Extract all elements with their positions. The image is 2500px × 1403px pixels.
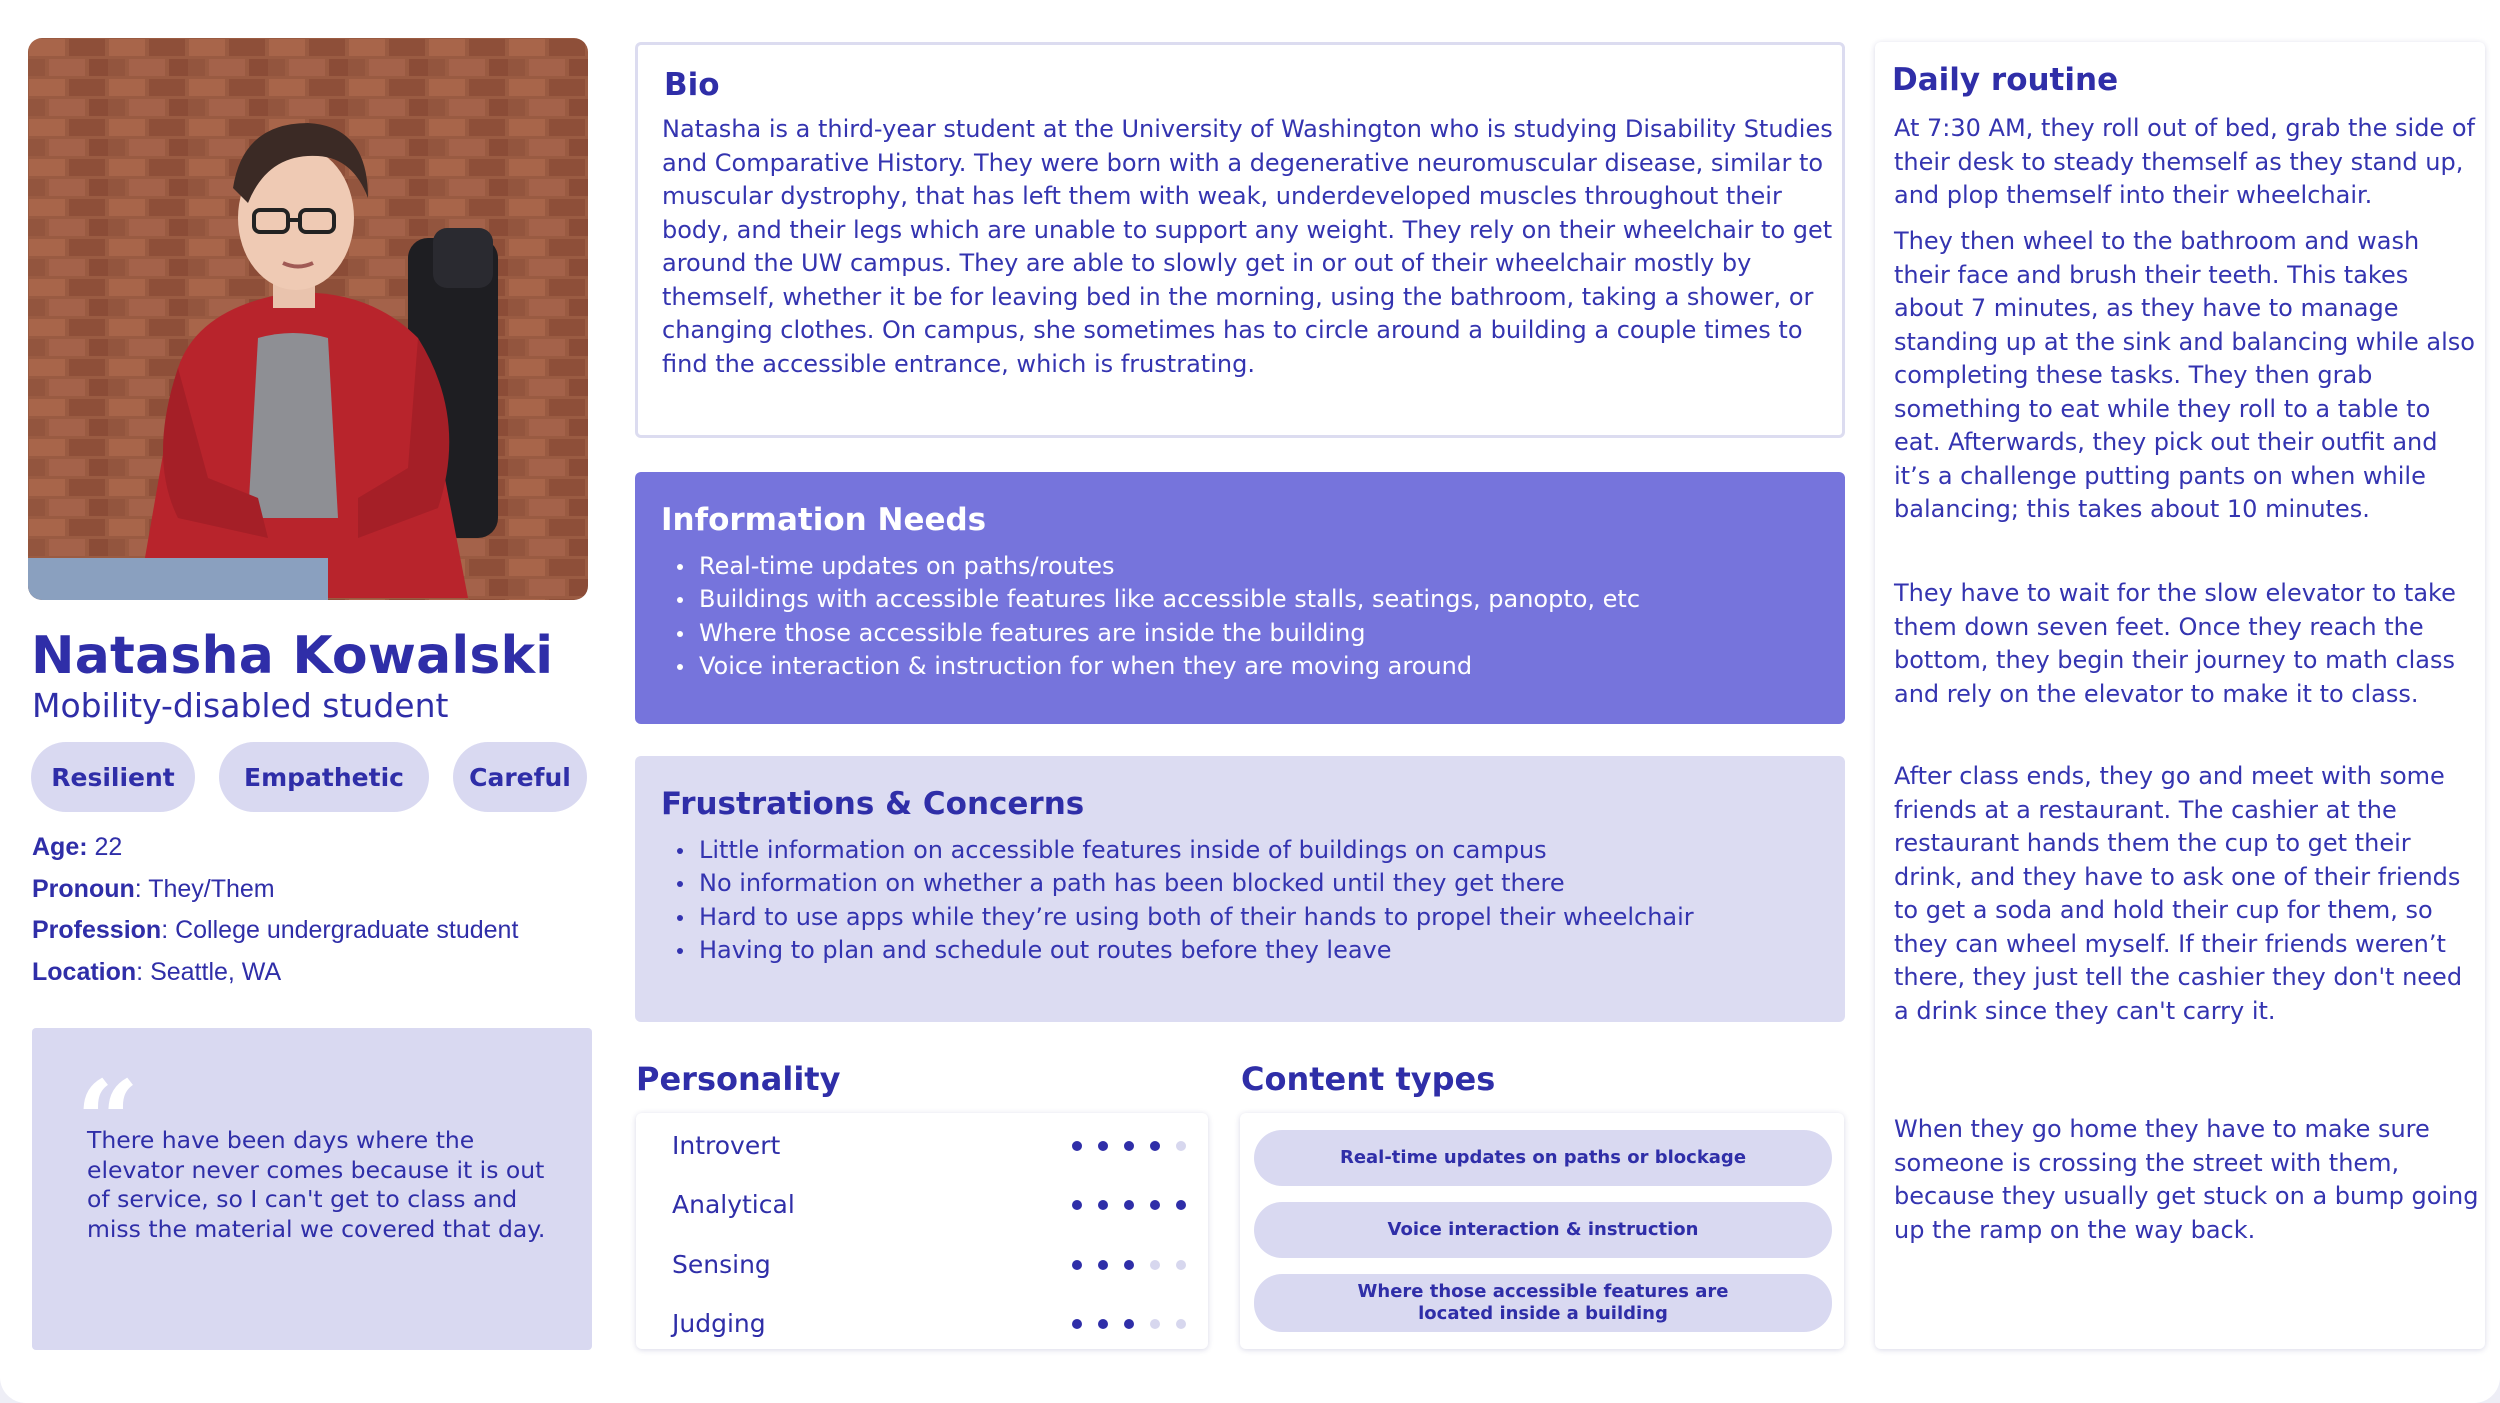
- quote-icon: “: [76, 1056, 140, 1185]
- fact-age: [32, 830, 592, 872]
- rating-dot-filled: [1124, 1260, 1134, 1270]
- rating-dot-filled: [1150, 1141, 1160, 1151]
- rating-dot-empty: [1150, 1319, 1160, 1329]
- routine-paragraph: After class ends, they go and meet with some friends at a restaurant. The cashier at the restaurant hands them the cup to get their drink, and they have to ask one of their friends to get a soda and hold their cup for them, so they can wheel myself. If their friends weren’t there, they just tell the cashier they don't need a drink since they can't carry it.: [1894, 762, 2463, 1025]
- persona-name: Natasha Kowalski: [31, 626, 554, 686]
- quote-text: There have been days where the elevator never comes because it is out of service, so I can't get to class and miss the material we covered that day.: [87, 1126, 546, 1243]
- personality-label: Analytical: [672, 1190, 795, 1219]
- routine-paragraph: When they go home they have to make sure someone is crossing the street with them, because they usually get stuck on a bump going up the ramp on the way back.: [1894, 1115, 2479, 1244]
- rating-dot-filled: [1072, 1319, 1082, 1329]
- list-item: Real-time updates on paths/routes: [699, 550, 1640, 583]
- fact-label: Age:: [32, 833, 88, 861]
- rating-dot-filled: [1124, 1200, 1134, 1210]
- rating-dot-filled: [1072, 1260, 1082, 1270]
- rating-dot-empty: [1176, 1141, 1186, 1151]
- rating-dot-filled: [1098, 1260, 1108, 1270]
- information-needs-title: Information Needs: [661, 502, 987, 538]
- information-needs-card: [635, 472, 1845, 724]
- fact-label: Profession: [32, 916, 162, 944]
- list-item: Hard to use apps while they’re using both of their hands to propel their wheelchair: [699, 901, 1694, 934]
- fact-location: [32, 955, 592, 997]
- persona-role: Mobility-disabled student: [32, 686, 449, 725]
- rating-dot-empty: [1150, 1260, 1160, 1270]
- fact-label: Location: [32, 957, 137, 986]
- trait-tag: Empathetic: [219, 742, 429, 812]
- content-types-panel: [1240, 1113, 1844, 1349]
- fact-value: : College undergraduate student: [161, 916, 519, 944]
- daily-routine-title: Daily routine: [1892, 62, 2119, 98]
- rating-dot-filled: [1098, 1141, 1108, 1151]
- content-types-title: Content types: [1241, 1060, 1496, 1098]
- rating-dot-filled: [1072, 1141, 1082, 1151]
- rating-dot-filled: [1072, 1200, 1082, 1210]
- bio-card: [635, 42, 1845, 438]
- content-type-pill: Voice interaction & instruction: [1254, 1202, 1832, 1258]
- persona-photo-image: [28, 38, 588, 600]
- bio-text: Natasha is a third-year student at the University of Washington who is studying Disability Studies and Comparative History. They were born with a degenerative neuromuscular disease, similar to muscular dystrophy, that has left them with weak, underdeveloped muscles throughout their body, and their legs which are unable to support any weight. They rely on their wheelchair to get around the UW campus. They are able to slowly get in or out of their wheelchair mostly by themself, whether it be for leaving bed in the morning, using the bathroom, taking a shower, or changing clothes. On campus, she sometimes has to circle around a building a couple times to find the accessible entrance, which is frustrating.: [662, 115, 1833, 378]
- content-type-pill: Where those accessible features are located inside a building: [1254, 1274, 1832, 1332]
- routine-paragraph: They have to wait for the slow elevator to take them down seven feet. Once they reach the bottom, they begin their journey to math class and rely on the elevator to make it to class.: [1894, 579, 2456, 708]
- information-needs-list: [699, 550, 1640, 684]
- quote-card: [32, 1028, 592, 1350]
- routine-paragraph: They then wheel to the bathroom and wash their face and brush their teeth. This takes about 7 minutes, as they have to manage standing up at the sink and balancing while also completing these tasks. They then grab something to eat while they roll to a table to eat. Afterwards, they pick out their outfit and it’s a challenge putting pants on when while balancing; this takes about 10 minutes.: [1894, 227, 2475, 523]
- personality-row: [672, 1250, 1192, 1290]
- personality-label: Judging: [672, 1309, 766, 1338]
- content-type-pill: Real-time updates on paths or blockage: [1254, 1130, 1832, 1186]
- personality-title: Personality: [636, 1060, 841, 1098]
- rating-dot-filled: [1098, 1319, 1108, 1329]
- frustrations-card: [635, 756, 1845, 1022]
- rating-dot-filled: [1124, 1141, 1134, 1151]
- personality-label: Introvert: [672, 1131, 781, 1160]
- trait-tag: Careful: [453, 742, 587, 812]
- routine-paragraph: At 7:30 AM, they roll out of bed, grab the side of their desk to steady themself as they stand up, and plop themself into their wheelchair.: [1894, 114, 2475, 209]
- personality-label: Sensing: [672, 1250, 771, 1279]
- fact-value: 22: [87, 833, 123, 861]
- rating-dot-empty: [1176, 1260, 1186, 1270]
- trait-tag: Resilient: [31, 742, 195, 812]
- bio-title: Bio: [664, 67, 720, 103]
- persona-photo: [28, 38, 588, 600]
- list-item: Little information on accessible features inside of buildings on campus: [699, 834, 1694, 867]
- personality-row: [672, 1190, 1192, 1230]
- fact-value: : They/Them: [134, 874, 275, 903]
- rating-dot-filled: [1124, 1319, 1134, 1329]
- fact-pronoun: [32, 872, 592, 914]
- rating-dot-filled: [1150, 1200, 1160, 1210]
- list-item: No information on whether a path has been blocked until they get there: [699, 867, 1694, 900]
- rating-dot-filled: [1176, 1200, 1186, 1210]
- personality-panel: [636, 1113, 1208, 1349]
- personality-row: [672, 1309, 1192, 1349]
- list-item: Voice interaction & instruction for when they are moving around: [699, 650, 1640, 683]
- persona-facts: [32, 830, 592, 996]
- rating-dot-filled: [1098, 1200, 1108, 1210]
- list-item: Buildings with accessible features like accessible stalls, seatings, panopto, etc: [699, 583, 1640, 616]
- frustrations-title: Frustrations & Concerns: [661, 786, 1085, 822]
- fact-label: Pronoun: [32, 874, 135, 903]
- fact-value: : Seattle, WA: [136, 957, 282, 986]
- list-item: Having to plan and schedule out routes before they leave: [699, 934, 1694, 967]
- fact-profession: [32, 913, 592, 955]
- rating-dot-empty: [1176, 1319, 1186, 1329]
- frustrations-list: [699, 834, 1694, 968]
- personality-row: [672, 1131, 1192, 1171]
- daily-routine-card: [1875, 42, 2485, 1349]
- list-item: Where those accessible features are inside the building: [699, 617, 1640, 650]
